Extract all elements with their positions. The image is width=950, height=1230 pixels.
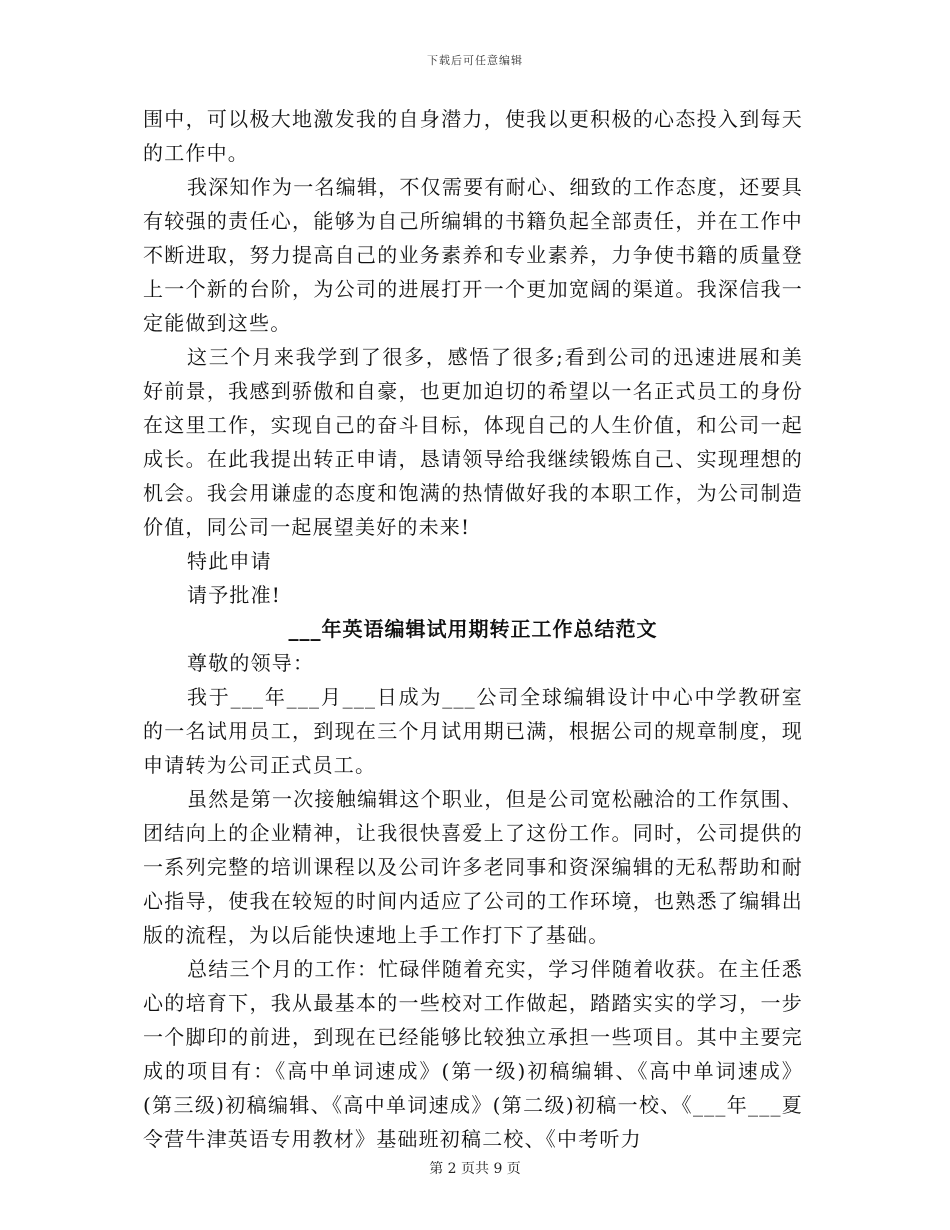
paragraph: 总结三个月的工作：忙碌伴随着充实，学习伴随着收获。在主任悉心的培育下，我从最基本的一些校对工作做起，踏踏实实的学习，一步一个脚印的前进，到现在已经能够比较独立承担一些项目。其中主要完成的项目有：《高中单词速成》(第一级)初稿编辑、《高中单词速成》(第三级)初稿编辑、《高中单词速成》(第二级)初稿一校、《___年___夏令营牛津英语专用教材》基础班初稿二校、《中考听力: [143, 957, 803, 1151]
closing-line: 特此申请: [187, 549, 272, 573]
paragraph: 这三个月来我学到了很多，感悟了很多;看到公司的迅速进展和美好前景，我感到骄傲和自豪，也更加迫切的希望以一名正式员工的身份在这里工作，实现自己的奋斗目标，体现自己的人生价值，和公司一起成长。在此我提出转正申请，恳请领导给我继续锻炼自己、实现理想的机会。我会用谦虚的态度和饱满的热情做好我的本职工作，为公司制造价值，同公司一起展望美好的未来!: [143, 345, 803, 539]
paragraph: 围中，可以极大地激发我的自身潜力，使我以更积极的心态投入到每天的工作中。: [143, 107, 803, 165]
paragraph: 我深知作为一名编辑，不仅需要有耐心、细致的工作态度，还要具有较强的责任心，能够为自己所编辑的书籍负起全部责任，并在工作中不断进取，努力提高自己的业务素养和专业素养，力争使书籍的质量登上一个新的台阶，为公司的进展打开一个更加宽阔的渠道。我深信我一定能做到这些。: [143, 175, 803, 335]
document-body: [143, 102, 803, 1156]
page-footer: 第 2 页共 9 页: [429, 1161, 521, 1177]
page-header: 下载后可任意编辑: [427, 54, 523, 67]
closing-line: 请予批准!: [187, 583, 282, 607]
salutation: 尊敬的领导：: [187, 651, 315, 675]
paragraph: 虽然是第一次接触编辑这个职业，但是公司宽松融洽的工作氛围、团结向上的企业精神，让我很快喜爱上了这份工作。同时，公司提供的一系列完整的培训课程以及公司许多老同事和资深编辑的无私帮助和耐心指导，使我在较短的时间内适应了公司的工作环境，也熟悉了编辑出版的流程，为以后能快速地上手工作打下了基础。: [143, 787, 803, 947]
paragraph: 我于___年___月___日成为___公司全球编辑设计中心中学教研室的一名试用员工，到现在三个月试用期已满，根据公司的规章制度，现申请转为公司正式员工。: [143, 685, 803, 777]
section-title: ___年英语编辑试用期转正工作总结范文: [288, 617, 658, 641]
